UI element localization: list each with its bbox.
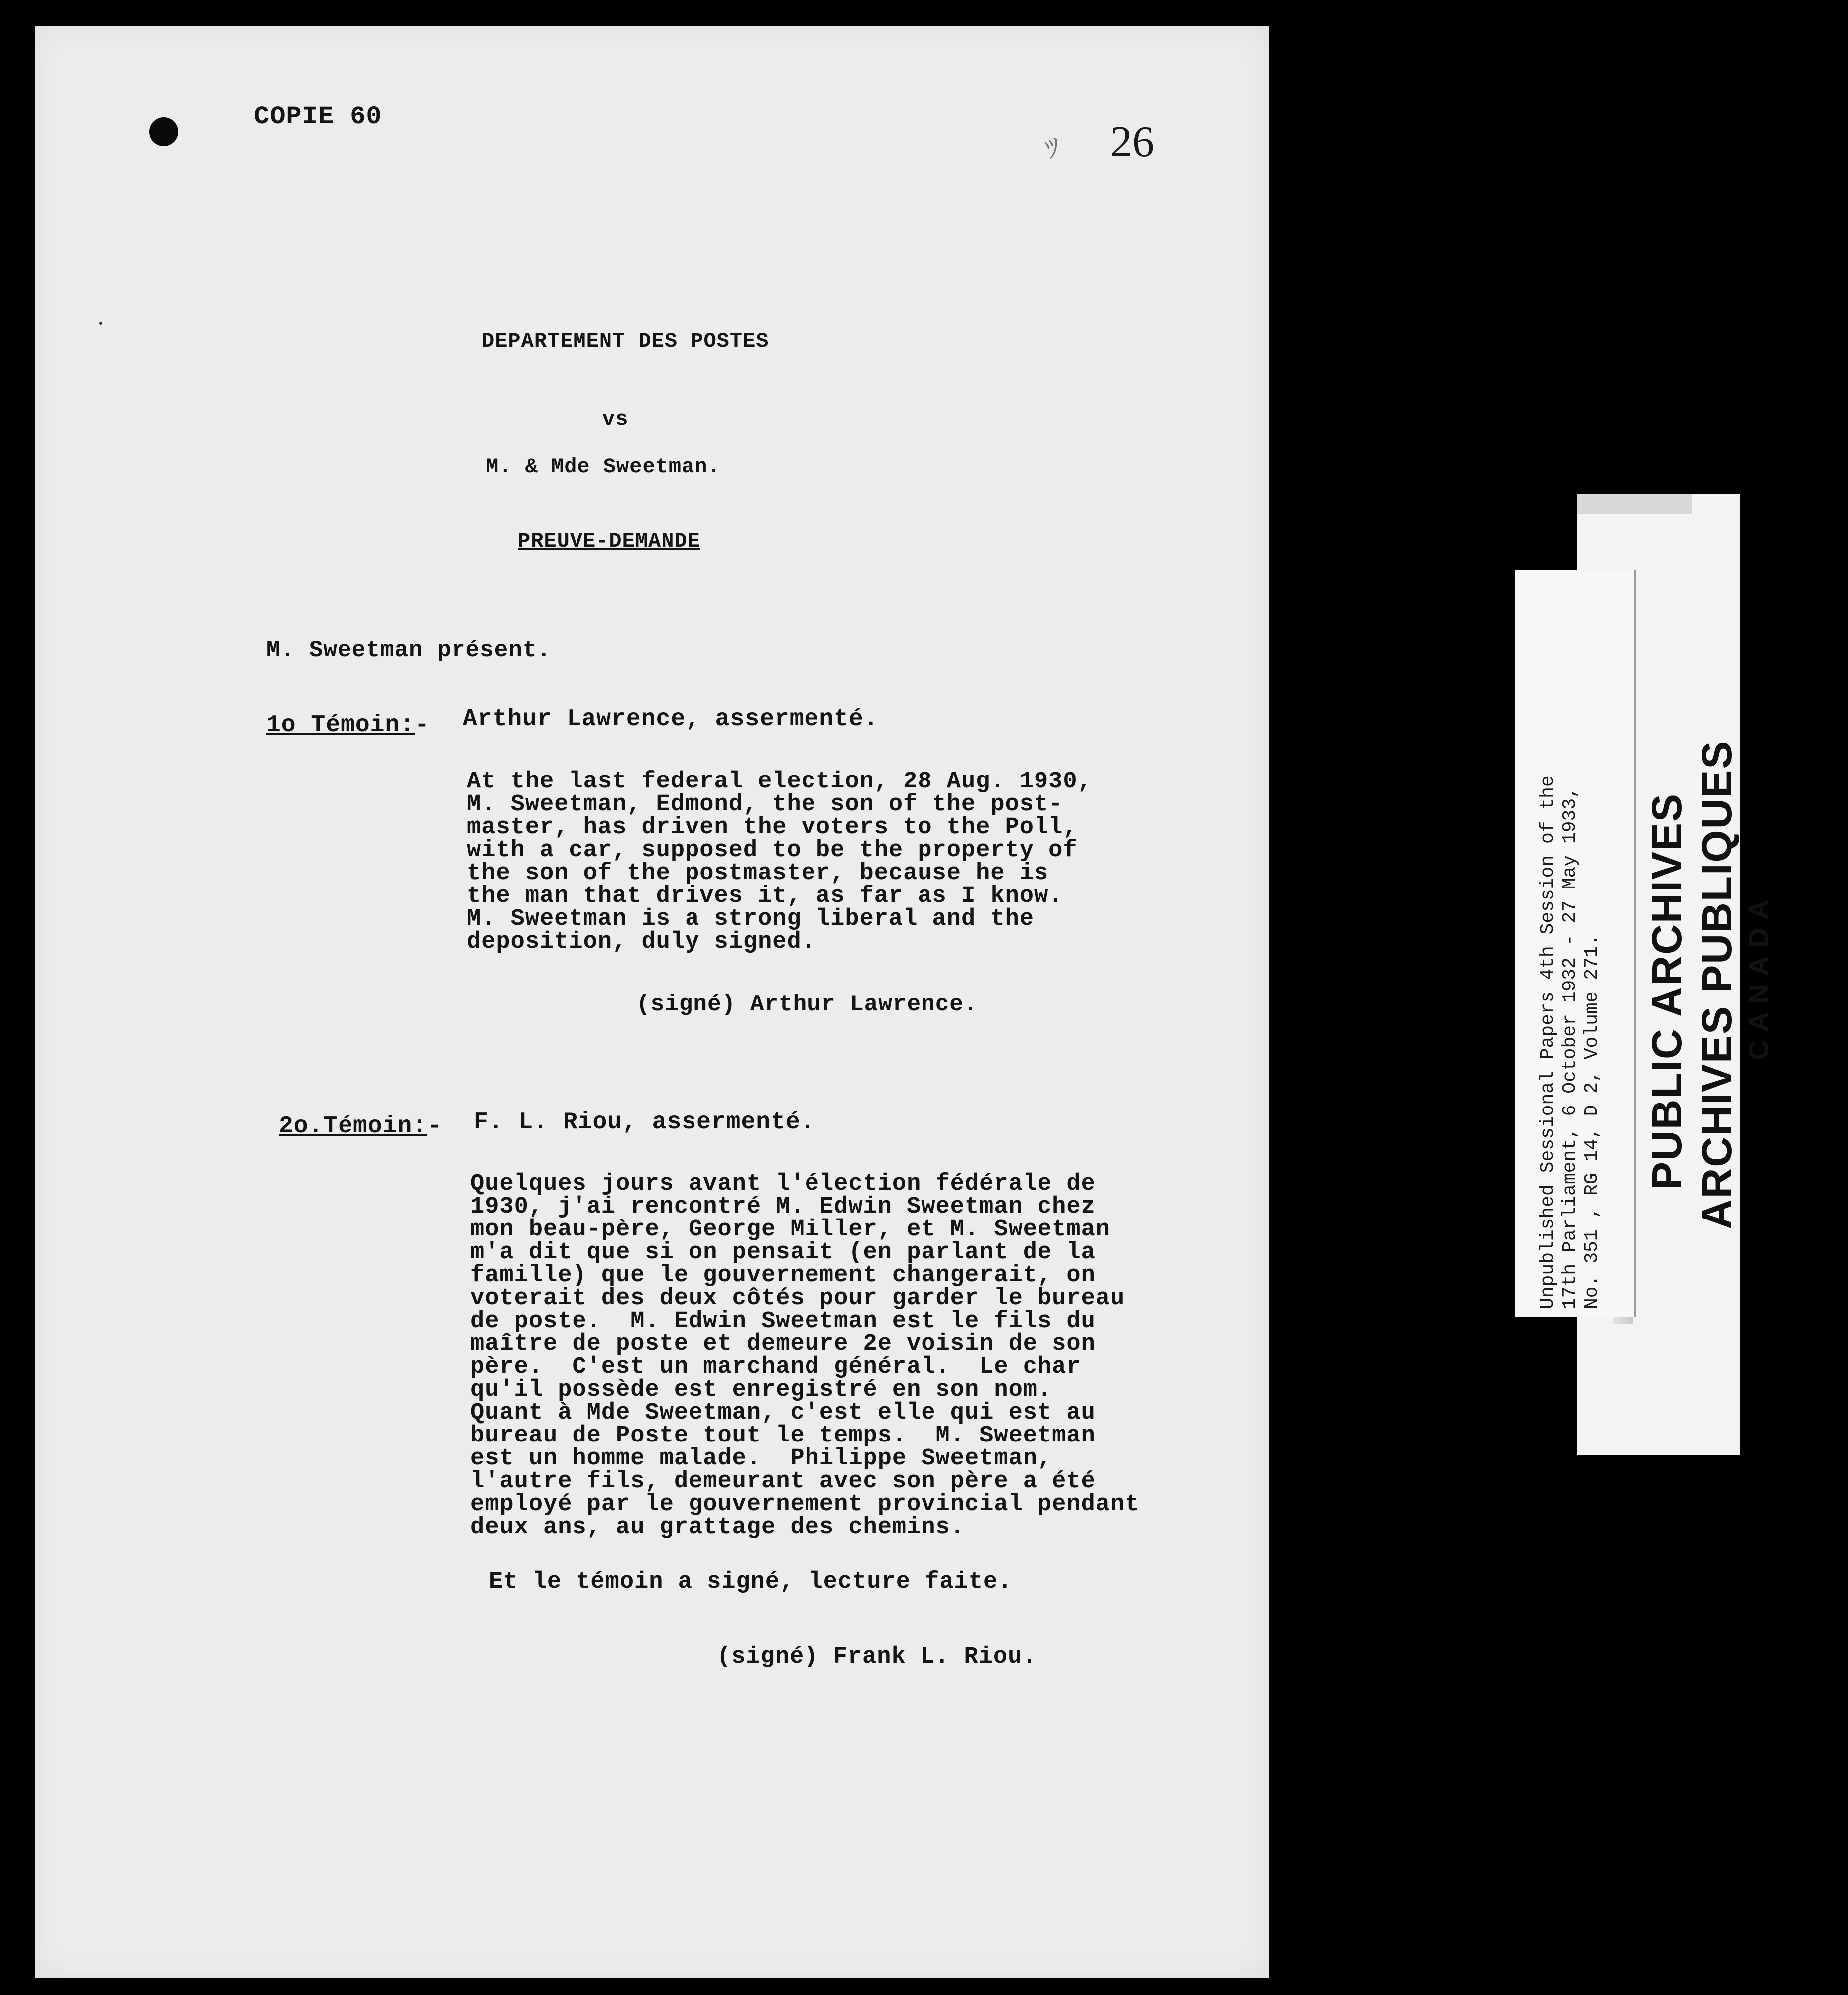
testimony-line: bureau de Poste tout le temps. M. Sweetman [470, 1423, 1096, 1449]
witness2-signature: (signé) Frank L. Riou. [717, 1644, 1037, 1670]
testimony-line: famille) que le gouvernement changerait, on [470, 1262, 1096, 1289]
testimony-line: l'autre fils, demeurant avec son père a été [470, 1468, 1096, 1495]
present-line: M. Sweetman présent. [266, 637, 552, 663]
testimony-line: père. C'est un marchand général. Le char [470, 1354, 1081, 1380]
witness2-name: F. L. Riou, assermenté. [474, 1109, 815, 1136]
archive-name-french: ARCHIVES PUBLIQUES [1693, 740, 1740, 1229]
testimony-line: m'a dit que si on pensait (en parlant de la [470, 1239, 1096, 1266]
parties-heading: M. & Mde Sweetman. [486, 455, 721, 479]
punch-hole [149, 117, 178, 146]
testimony-line: de poste. M. Edwin Sweetman est le fils du [470, 1308, 1096, 1334]
reference-line: No. 351 , RG 14, D 2, Volume 271. [1581, 934, 1603, 1309]
paper-speck [99, 322, 102, 325]
witness2-testimony [470, 1150, 1139, 1585]
reference-line: 17th Parliament, 6 October 1932 - 27 May 1933, [1559, 787, 1581, 1309]
versus-text: vs [602, 407, 629, 431]
testimony-line: Quelques jours avant l'élection fédérale de [470, 1171, 1096, 1197]
witness2-label-group [279, 1113, 442, 1140]
testimony-line: Quant à Mde Sweetman, c'est elle qui est au [470, 1400, 1096, 1426]
testimony-line: deposition, duly signed. [467, 929, 816, 955]
testimony-line: At the last federal election, 28 Aug. 1930, [467, 769, 1092, 795]
department-heading: DEPARTEMENT DES POSTES [482, 330, 769, 353]
testimony-line: the son of the postmaster, because he is [467, 860, 1049, 887]
witness2-label: 2o.Témoin: [279, 1113, 428, 1140]
testimony-line: M. Sweetman, Edmond, the son of the post- [467, 791, 1063, 818]
witness1-testimony [467, 748, 1092, 999]
archive-name-english: PUBLIC ARCHIVES [1643, 793, 1690, 1190]
witness2-label-suffix: - [427, 1113, 442, 1140]
testimony-line: qu'il possède est enregistré en son nom. [470, 1377, 1052, 1403]
witness1-label-group [266, 712, 430, 739]
archive-country: CANADA [1743, 891, 1774, 1060]
testimony-line: mon beau-père, George Miller, et M. Sweetman [470, 1217, 1111, 1243]
witness1-label: 1o Témoin: [266, 712, 415, 739]
testimony-line: M. Sweetman is a strong liberal and the [467, 906, 1034, 932]
archive-reference [1537, 776, 1603, 1309]
testimony-line: est un homme malade. Philippe Sweetman, [470, 1445, 1052, 1472]
testimony-line: with a car, supposed to be the property of [467, 837, 1078, 864]
witness1-name: Arthur Lawrence, assermenté. [463, 706, 879, 733]
testimony-line: deux ans, au grattage des chemins. [470, 1514, 965, 1541]
witness2-closing: Et le témoin a signé, lecture faite. [489, 1569, 1013, 1595]
witness1-label-suffix: - [415, 712, 430, 739]
ink-smudge: ﾂ [1042, 132, 1063, 166]
testimony-line: employé par le gouvernement provincial pendant [470, 1491, 1140, 1518]
testimony-line: voterait des deux côtés pour garder le bureau [470, 1285, 1125, 1312]
document-title: PREUVE-DEMANDE [518, 529, 700, 553]
testimony-line: the man that drives it, as far as I know. [467, 883, 1063, 909]
testimony-line: master, has driven the voters to the Poll, [467, 814, 1078, 841]
archive-card-edge [1577, 494, 1692, 514]
testimony-line: maître de poste et demeure 2e voisin de son [470, 1331, 1096, 1357]
copy-label: COPIE 60 [254, 102, 382, 131]
reference-line: Unpublished Sessional Papers 4th Session of the [1537, 776, 1559, 1309]
witness1-signature: (signé) Arthur Lawrence. [636, 992, 978, 1017]
page-number: 26 [1110, 118, 1154, 166]
testimony-line: 1930, j'ai rencontré M. Edwin Sweetman chez [470, 1194, 1096, 1220]
